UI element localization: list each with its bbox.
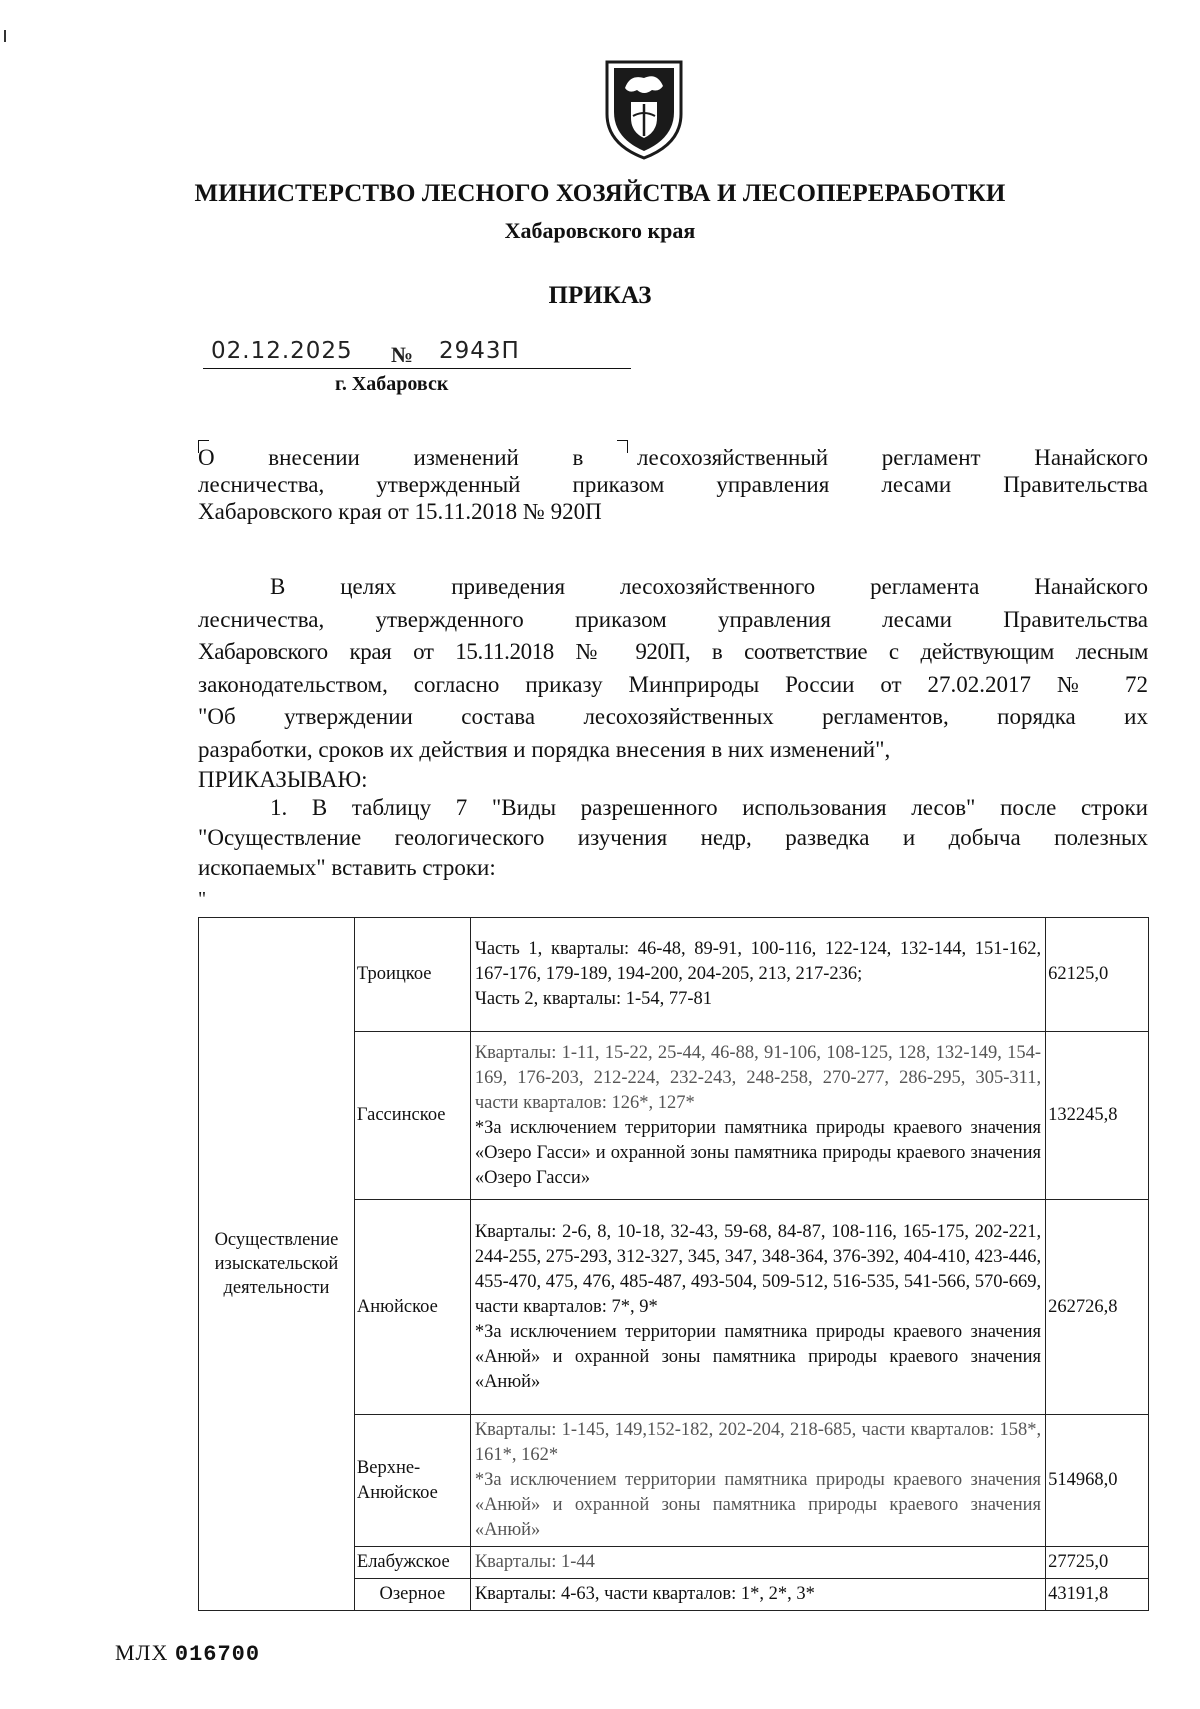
forestry-cell: Елабужское	[354, 1547, 470, 1579]
item-line: ископаемых" вставить строки:	[198, 855, 496, 880]
order-number: 2943П	[439, 338, 520, 364]
region-name: Хабаровского края	[504, 218, 696, 243]
subject-line: О внесении изменений в лесохозяйственный регламент Нанайского	[198, 445, 1148, 470]
order-date: 02.12.2025	[211, 338, 353, 364]
quarters-text: Кварталы: 2-6, 8, 10-18, 32-43, 59-68, 84-87, 108-116, 165-175, 202-221, 244-255, 275-293, 312-327, 345, 347, 348-364, 376-392, 404-410, 423-446, 455-470, 475, 476, 485-487, 493-504, 509-512, 516-535, 541-566, 570-669, части кварталов: 7*, 9*	[474, 1221, 1042, 1317]
area-cell: 262726,8	[1046, 1200, 1149, 1415]
forestry-cell: Троицкое	[354, 918, 470, 1032]
forest-use-table	[198, 917, 1149, 1611]
form-serial	[115, 1640, 260, 1667]
quarters-cell	[470, 1200, 1045, 1415]
area-cell: 27725,0	[1046, 1547, 1149, 1579]
preamble-line: "Об утверждении состава лесохозяйственных регламентов, порядка их	[198, 704, 1148, 729]
form-serial-number: 016700	[174, 1642, 261, 1667]
area-cell: 132245,8	[1046, 1032, 1149, 1200]
order-subject	[198, 444, 1148, 525]
preamble-line: В целях приведения лесохозяйственного регламента Нанайского	[270, 574, 1148, 599]
order-body	[198, 571, 1148, 883]
order-word: ПРИКАЗЫВАЮ:	[198, 767, 368, 792]
quarters-note: *За исключением территории памятника природы краевого значения «Анюй» и охранной зоны памятника природы краевого значения «Анюй»	[474, 1470, 1042, 1540]
item-line: 1. В таблицу 7 "Виды разрешенного использования лесов" после строки	[270, 795, 1148, 820]
quarters-text: Часть 2, кварталы: 1-54, 77-81	[474, 989, 713, 1009]
quarters-text: Кварталы: 1-145, 149,152-182, 202-204, 218-685, части кварталов: 158*, 161*, 162*	[474, 1420, 1042, 1465]
area-cell: 62125,0	[1046, 918, 1149, 1032]
forestry-cell: Анюйское	[354, 1200, 470, 1415]
subject-line: Хабаровского края от 15.11.2018 № 920П	[198, 499, 602, 524]
table-row	[199, 918, 1149, 1032]
document-type: ПРИКАЗ	[548, 282, 652, 309]
ministry-name: МИНИСТЕРСТВО ЛЕСНОГО ХОЗЯЙСТВА И ЛЕСОПЕРЕРАБОТКИ	[194, 180, 1006, 207]
number-sign: №	[391, 342, 414, 367]
quarters-cell: Кварталы: 4-63, части кварталов: 1*, 2*, 3*	[470, 1579, 1045, 1611]
preamble-line: законодательством, согласно приказу Минприроды России от 27.02.2017 № 72	[198, 671, 1148, 697]
area-cell: 43191,8	[1046, 1579, 1149, 1611]
form-series: МЛХ	[115, 1640, 169, 1665]
city: г. Хабаровск	[335, 373, 449, 395]
item-line: "Осуществление геологического изучения недр, разведка и добыча полезных	[198, 825, 1148, 850]
area-cell: 514968,0	[1046, 1415, 1149, 1547]
quarters-note: *За исключением территории памятника природы краевого значения «Озеро Гасси» и охранной зоны памятника природы краевого значения «Озеро Гасси»	[474, 1117, 1042, 1188]
quarters-text: Часть 1, кварталы: 46-48, 89-91, 100-116, 122-124, 132-144, 151-162, 167-176, 179-189, 194-200, 204-205, 213, 217-236;	[474, 939, 1042, 984]
quarters-cell	[470, 1032, 1045, 1200]
preamble-line: разработки, сроков их действия и порядка внесения в них изменений",	[198, 736, 891, 762]
forestry-cell: Гассинское	[354, 1032, 470, 1200]
date-number-line	[203, 338, 631, 369]
quarters-note: *За исключением территории памятника природы краевого значения «Анюй» и охранной зоны памятника природы краевого значения «Анюй»	[474, 1321, 1042, 1392]
coat-of-arms-emblem	[597, 52, 691, 162]
forestry-cell: Озерное	[354, 1579, 470, 1611]
opening-quote: "	[198, 888, 207, 910]
subject-line: лесничества, утвержденный приказом управления лесами Правительства	[198, 472, 1148, 497]
quarters-text: Кварталы: 1-11, 15-22, 25-44, 46-88, 91-106, 108-125, 128, 132-149, 154-169, 176-203, 212-224, 232-243, 248-258, 270-277, 286-295, 305-311, части кварталов: 126*, 127*	[474, 1042, 1042, 1113]
quarters-cell	[470, 918, 1045, 1032]
quarters-cell: Кварталы: 1-44	[470, 1547, 1045, 1579]
preamble-line: лесничества, утвержденного приказом управления лесами Правительства	[198, 606, 1148, 632]
preamble-line: Хабаровского края от 15.11.2018 № 920П, в соответствие с действующим лесным	[198, 639, 1148, 664]
activity-cell: Осуществление изыскательской деятельности	[199, 918, 355, 1611]
scan-mark	[4, 30, 6, 42]
forestry-cell: Верхне-Анюйское	[354, 1415, 470, 1547]
quarters-cell	[470, 1415, 1045, 1547]
